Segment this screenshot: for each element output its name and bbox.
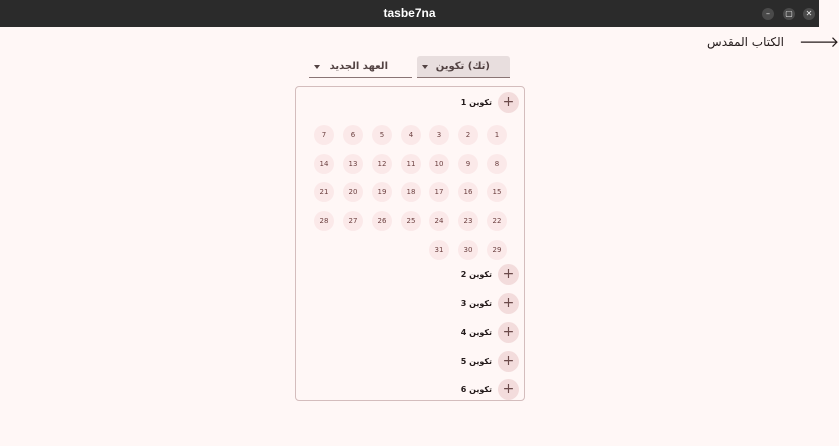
verse-chip[interactable]: 13: [343, 154, 363, 174]
verse-chip[interactable]: 5: [372, 125, 392, 145]
chapter-label: تكوين 6: [460, 385, 492, 394]
verse-chip[interactable]: 30: [458, 240, 478, 260]
verse-chip[interactable]: 25: [401, 211, 421, 231]
close-button[interactable]: ✕: [803, 8, 815, 20]
verse-chip[interactable]: 3: [429, 125, 449, 145]
chapter-label: تكوين 3: [460, 299, 492, 308]
testament-dropdown-value: العهد الجديد: [329, 61, 388, 72]
page-title: الكتاب المقدس: [707, 35, 784, 49]
caret-down-icon: [422, 65, 428, 69]
verse-chip[interactable]: 17: [429, 182, 449, 202]
verse-chip[interactable]: 28: [314, 211, 334, 231]
verse-chip[interactable]: 26: [372, 211, 392, 231]
chapter-label: تكوين 4: [460, 328, 492, 337]
chapter-label: تكوين 2: [460, 270, 492, 279]
verse-chip[interactable]: 18: [401, 182, 421, 202]
verse-chip[interactable]: 6: [343, 125, 363, 145]
testament-dropdown[interactable]: [309, 56, 412, 78]
verse-chip[interactable]: 14: [314, 154, 334, 174]
verse-chip[interactable]: 15: [487, 182, 507, 202]
plus-icon[interactable]: +: [498, 351, 519, 372]
verse-chip[interactable]: 8: [487, 154, 507, 174]
verse-chip[interactable]: 27: [343, 211, 363, 231]
plus-icon[interactable]: +: [498, 379, 519, 400]
chapters-panel: [295, 86, 525, 401]
plus-icon[interactable]: +: [498, 293, 519, 314]
verse-chip[interactable]: 22: [487, 211, 507, 231]
verse-chip[interactable]: 23: [458, 211, 478, 231]
maximize-button[interactable]: ▢: [783, 8, 795, 20]
chapter-label: تكوين 5: [460, 357, 492, 366]
verse-chip[interactable]: 9: [458, 154, 478, 174]
verse-chip[interactable]: 12: [372, 154, 392, 174]
verse-chip[interactable]: 11: [401, 154, 421, 174]
book-dropdown-value: (تك) تكوين: [435, 61, 490, 72]
plus-icon[interactable]: +: [498, 92, 519, 113]
verse-chip[interactable]: 21: [314, 182, 334, 202]
verse-chip[interactable]: 19: [372, 182, 392, 202]
verse-chip[interactable]: 29: [487, 240, 507, 260]
plus-icon[interactable]: +: [498, 264, 519, 285]
window-titlebar: [0, 0, 819, 27]
plus-icon[interactable]: +: [498, 322, 519, 343]
verse-chip[interactable]: 31: [429, 240, 449, 260]
verse-chip[interactable]: 1: [487, 125, 507, 145]
verse-chip[interactable]: 4: [401, 125, 421, 145]
verse-chip[interactable]: 16: [458, 182, 478, 202]
verse-chip[interactable]: 20: [343, 182, 363, 202]
verse-chip[interactable]: 24: [429, 211, 449, 231]
arrow-right-icon[interactable]: 🡒: [799, 33, 839, 51]
minimize-button[interactable]: –: [762, 8, 774, 20]
caret-down-icon: [314, 65, 320, 69]
verse-chip[interactable]: 2: [458, 125, 478, 145]
verse-chip[interactable]: 10: [429, 154, 449, 174]
verse-chip[interactable]: 7: [314, 125, 334, 145]
window-title: tasbe7na: [383, 6, 436, 20]
book-dropdown[interactable]: [417, 56, 510, 78]
chapter-label: تكوين 1: [460, 98, 492, 107]
